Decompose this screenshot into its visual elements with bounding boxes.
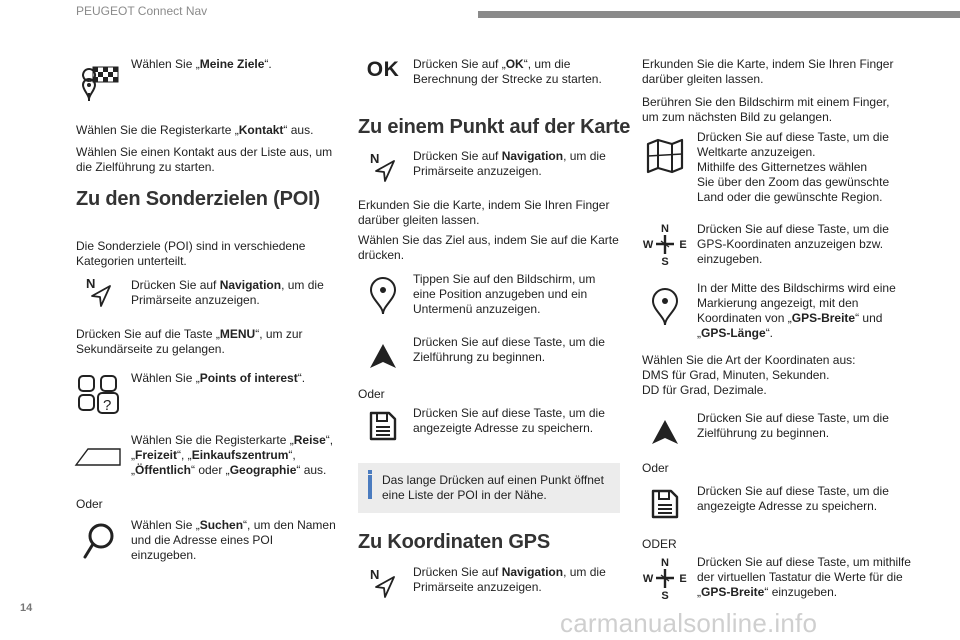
poi-select-text: Wählen Sie „Points of interest“. (131, 371, 306, 385)
guidance-arrow-icon (358, 334, 408, 378)
keyboard-text: Drücken Sie auf diese Taste, um mithilfe der virtuellen Tastatur die Werte für die „GPS-Breite“ einzugeben. (697, 555, 911, 599)
page-number: 14 (20, 602, 33, 614)
kontakt-tab-text: Wählen Sie die Registerkarte „Kontakt“ aus. (76, 123, 314, 137)
world-map-text: Drücken Sie auf diese Taste, um die Weltkarte anzuzeigen. Mithilfe des Gitternetzes wählen Sie über den Zoom das gewünschte Land oder die gewünschte Region. (697, 130, 890, 204)
info-icon (368, 475, 372, 499)
ok-text: Drücken Sie auf „OK“, um die Berechnung der Strecke zu starten. (413, 57, 602, 86)
coord-type-text: Wählen Sie die Art der Koordinaten aus: DMS für Grad, Minuten, Sekunden. DD für Grad, Dezimale. (642, 353, 856, 397)
compass-icon-2 (640, 556, 690, 600)
explore-text-2: Erkunden Sie die Karte, indem Sie Ihren Finger darüber gleiten lassen. (642, 57, 894, 86)
save-address-text: Drücken Sie auf diese Taste, um die angezeigte Adresse zu speichern. (413, 406, 605, 435)
navigation-icon-3 (358, 561, 408, 605)
info-icon-dot (368, 470, 372, 474)
gps-coords-text: Drücken Sie auf diese Taste, um die GPS-Koordinaten anzuzeigen bzw. einzugeben. (697, 222, 889, 266)
menu-press-text: Drücken Sie auf die Taste „MENU“, um zur Sekundärseite zu gelangen. (76, 327, 303, 356)
ok-icon: OK (366, 58, 400, 81)
search-text: Wählen Sie „Suchen“, um den Namen und die Adresse eines POI einzugeben. (131, 518, 336, 562)
meine-ziele-text: Wählen Sie „Meine Ziele“. (131, 57, 272, 71)
save-icon-2 (640, 482, 690, 526)
tabs-text: Wählen Sie die Registerkarte „Reise“, „Freizeit“, „Einkaufszentrum“, „Öffentlich“ oder „Geographie“ aus. (131, 433, 334, 477)
touch-text: Berühren Sie den Bildschirm mit einem Finger, um zum nächsten Bild zu gelangen. (642, 95, 890, 124)
svg-text:N: N (370, 151, 380, 166)
save-icon (358, 404, 408, 448)
watermark: carmanualsonline.info (560, 608, 818, 638)
start-guidance-text: Drücken Sie auf diese Taste, um die Zielführung zu beginnen. (413, 335, 605, 364)
navigation-icon (74, 270, 124, 314)
oder-caps-label: ODER (642, 537, 677, 551)
flag-pin-icon (74, 62, 124, 106)
svg-text:?: ? (103, 397, 112, 414)
start-guidance-text-2: Drücken Sie auf diese Taste, um die Zielführung zu beginnen. (697, 411, 889, 440)
world-map-icon (640, 134, 690, 178)
select-target-text: Wählen Sie das Ziel aus, indem Sie auf die Karte drücken. (358, 233, 619, 262)
marker-text: In der Mitte des Bildschirms wird eine Markierung angezeigt, mit den Koordinaten von „GPS-Breite“ und „GPS-Länge“. (697, 281, 896, 340)
oder-label: Oder (76, 497, 103, 511)
guidance-arrow-icon-2 (640, 410, 690, 454)
save-address-text-2: Drücken Sie auf diese Taste, um die angezeigte Adresse zu speichern. (697, 484, 889, 513)
compass-icon (640, 222, 690, 266)
kontakt-list-text: Wählen Sie einen Kontakt aus der Liste aus, um die Zielführung zu starten. (76, 145, 333, 174)
tap-screen-text: Tippen Sie auf den Bildschirm, um eine Position anzugeben und ein Untermenü anzuzeigen. (413, 272, 596, 316)
svg-text:N: N (661, 223, 669, 235)
heading-gps: Zu Koordinaten GPS (358, 531, 550, 553)
explore-text: Erkunden Sie die Karte, indem Sie Ihren Finger darüber gleiten lassen. (358, 198, 610, 227)
poi-intro-text: Die Sonderziele (POI) sind in verschiedene Kategorien unterteilt. (76, 239, 306, 268)
oder-label-3: Oder (642, 461, 669, 475)
nav-press-text-3: Drücken Sie auf Navigation, um die Primärseite anzuzeigen. (413, 565, 606, 594)
svg-text:W: W (642, 573, 654, 585)
location-pin-icon (358, 274, 408, 318)
tab-shape-icon (74, 436, 124, 480)
header-bar (478, 11, 960, 18)
svg-text:N: N (86, 276, 96, 291)
svg-text:S: S (661, 590, 669, 602)
nav-press-text: Drücken Sie auf Navigation, um die Primärseite anzuzeigen. (131, 278, 324, 307)
svg-text:S: S (661, 256, 669, 268)
svg-text:E: E (679, 573, 687, 585)
info-text: Das lange Drücken auf einen Punkt öffnet eine Liste der POI in der Nähe. (382, 473, 604, 502)
poi-categories-icon (74, 372, 124, 416)
svg-text:W: W (642, 239, 654, 251)
svg-text:N: N (370, 567, 380, 582)
heading-map-point: Zu einem Punkt auf der Karte (358, 116, 631, 138)
navigation-icon-2 (358, 145, 408, 189)
nav-press-text-2: Drücken Sie auf Navigation, um die Primärseite anzuzeigen. (413, 149, 606, 178)
svg-text:E: E (679, 239, 687, 251)
oder-label-2: Oder (358, 387, 385, 401)
location-pin-icon-2 (640, 285, 690, 329)
doc-header-title: PEUGEOT Connect Nav (76, 4, 208, 18)
heading-poi: Zu den Sonderzielen (POI) (76, 188, 320, 210)
svg-text:N: N (661, 557, 669, 569)
search-icon (74, 520, 124, 564)
